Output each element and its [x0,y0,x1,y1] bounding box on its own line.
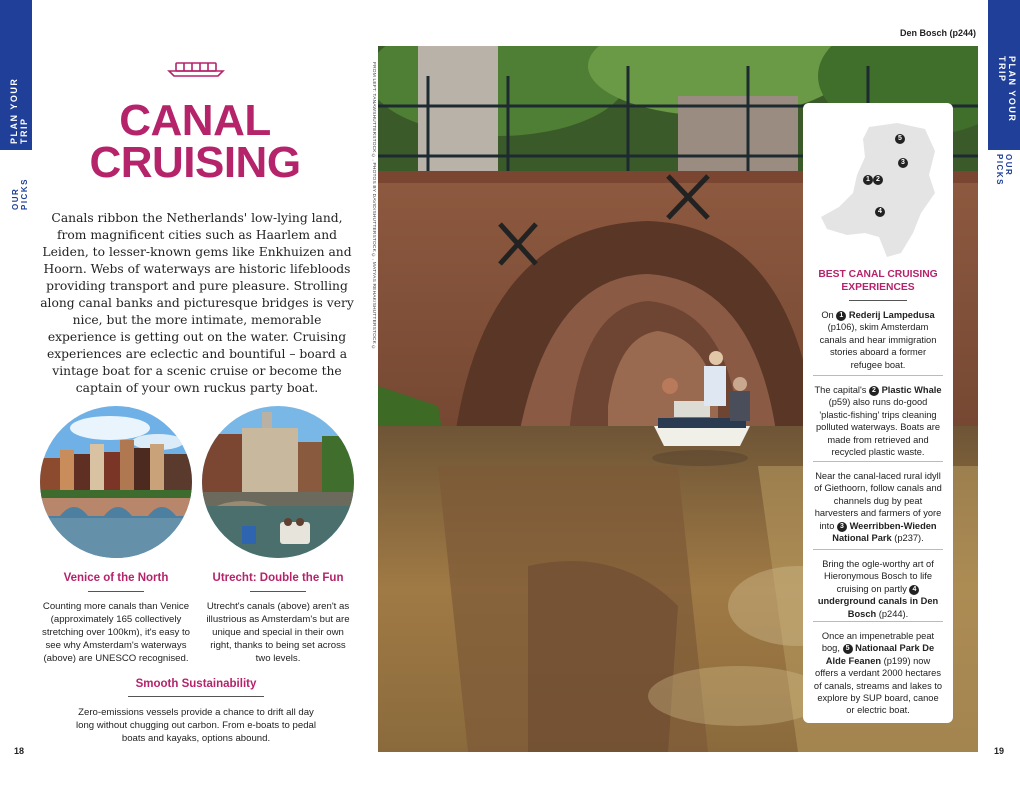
experience-item-4 [813,558,943,620]
item-1-name: Rederij Lampedusa [848,310,935,320]
utrecht-heading: Utrecht: Double the Fun [212,572,344,584]
item-5-post: (p199) now offers a verdant 2000 hectares of canals, streams and lakes to explore by SUP board, canoe or electric boat. [813,655,943,716]
experience-item-5 [813,630,943,717]
venice-body: Counting more canals than Venice (approximately 165 collectively stretching over 100km), it's easy to see why Amsterdam's waterways (above) are UNESCO recognised. [42,601,190,664]
item-5-pre: Once an impenetrable peat bog, [821,631,935,654]
experience-item-3 [813,470,943,544]
left-subsection-label: OUR PICKS [11,178,29,210]
item-1-pre: On [821,310,837,320]
item-4-name: underground canals in Den Bosch [817,596,939,619]
item-4-pre: Bring the ogle-worthy art of Hieronymous Bosch to life cruising on partly [822,559,934,594]
venice-heading: Venice of the North [63,572,169,584]
item-4-number: 4 [909,585,919,595]
netherlands-map [817,121,941,259]
item-2-post: (p59) also runs do-good 'plastic-fishing' trips cleaning polluted waterways. Boats are made from retrieved and recycled plastic waste. [815,397,941,458]
item-1-number: 1 [836,311,846,321]
map-marker-4: 4 [875,207,885,217]
info-box [803,103,953,723]
page-number-right: 19 [994,746,1005,756]
item-3-pre: Near the canal-laced rural idyll of Giethoorn, follow canals and channels dug by peat harvesters and farmers of yore into [814,471,942,531]
page-title [50,96,340,187]
venice-rule [88,591,144,592]
item-4-post: (p244). [876,608,909,619]
utrecht-canal-photo [202,406,354,558]
item-5-name: Nationaal Park De Alde Feanen [825,643,935,666]
infobox-heading-rule [849,300,907,301]
left-section-tab [0,0,32,150]
infobox-heading-line-2: EXPERIENCES [841,282,915,293]
map-marker-3: 3 [898,158,908,168]
item-2-name: Plastic Whale [881,385,942,395]
intro-paragraph: Canals ribbon the Netherlands' low-lying land, from magnificent cities such as Haarlem and Leiden, to lesser-known gems like Enkhuizen and Hoorn. Webs of waterways are historic lifebloods providing transport and pure pleasure. Strolling along canal banks and picturesque bridges is very nice, but the more intimate, memorable experience is getting out on the water. Cruising experiences are eclectic and bountiful – board a vintage boat for a scenic cruise or become the captain of your own ruckus party boat. [40,211,354,395]
infobox-heading [811,268,945,294]
title-line-2: CRUISING [89,138,301,187]
experience-item-2 [813,384,943,458]
infobox-separator-4 [813,621,943,622]
item-2-number: 2 [869,386,879,396]
item-3-post: (p237). [891,533,924,544]
utrecht-rule [250,591,306,592]
left-section-label: PLAN YOUR TRIP [9,77,29,144]
right-subsection-label: OUR PICKS [995,154,1013,186]
item-5-number: 5 [843,644,853,654]
experience-item-1 [813,309,943,371]
map-marker-5: 5 [895,134,905,144]
item-1-post: (p106), skim Amsterdam canals and hear immigration stories aboard a former refugee boat. [819,322,937,370]
title-line-1: CANAL [119,96,271,145]
right-section-tab [988,0,1020,150]
map-marker-1: 1 [863,175,873,185]
photo-credit: FROM LEFT: TANAWSHUTTERSTOCK ©, PHOTOS BY DAVID/SHUTTERSTOCK ©, MATYAS REHAK/SHUTTERSTOCK © [371,62,376,351]
boat-icon [166,58,226,78]
item-3-name: Weerribben-Wieden National Park [832,520,937,544]
utrecht-body: Utrecht's canals (above) aren't as illustrious as Amsterdam's but are unique and special in their own right, thanks to being set across two levels. [206,601,350,664]
sustainability-heading: Smooth Sustainability [135,678,257,690]
map-marker-2: 2 [873,175,883,185]
infobox-heading-line-1: BEST CANAL CRUISING [818,269,938,280]
infobox-separator-3 [813,549,943,550]
header-location-ref: Den Bosch (p244) [899,28,976,38]
sustainability-body: Zero-emissions vessels provide a chance to drift all day long without chugging out carbon. From e-boats to pedal boats and kayaks, options abound. [76,707,316,744]
infobox-separator-1 [813,375,943,376]
infobox-separator-2 [813,461,943,462]
item-2-pre: The capital's [814,385,869,395]
sustainability-rule [128,696,264,697]
right-section-label: PLAN YOUR TRIP [997,56,1017,123]
item-3-number: 3 [837,522,847,532]
page-number-left: 18 [14,746,25,756]
amsterdam-canal-photo [40,406,192,558]
